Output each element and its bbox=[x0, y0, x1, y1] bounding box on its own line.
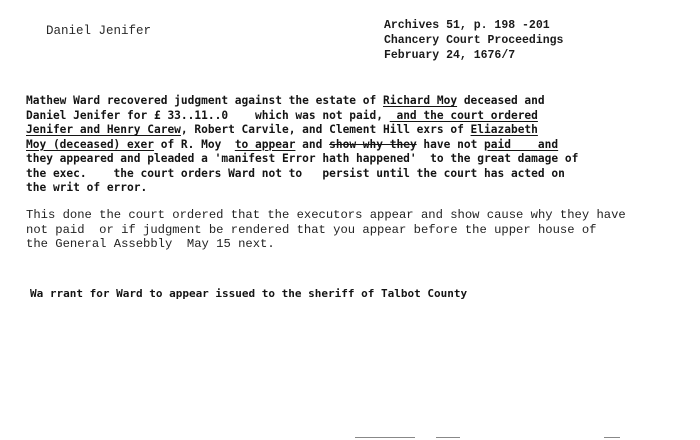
paragraph-line bbox=[26, 94, 676, 109]
text-run: Mathew Ward recovered judgment against the estate of bbox=[26, 94, 383, 107]
paragraph-line bbox=[26, 109, 676, 124]
paragraph-order bbox=[26, 208, 676, 252]
paragraph-line: they appeared and pleaded a 'manifest Error hath happened' to the great damage of bbox=[26, 152, 579, 165]
underlined-text: paid and bbox=[484, 137, 559, 151]
text-run: , Robert Carvile, and Clement Hill exrs of bbox=[180, 123, 471, 136]
paragraph-line: not paid or if judgment be rendered that you appear before the upper house of bbox=[26, 222, 597, 237]
text-run: Daniel Jenifer for £ 33..11..0 which was not paid, bbox=[26, 108, 390, 122]
text-run: and bbox=[295, 137, 330, 151]
paragraph-line: the exec. the court orders Ward not to persist until the court has acted on bbox=[26, 166, 565, 180]
scan-artifact bbox=[604, 437, 620, 438]
underlined-text: Moy (deceased) exer bbox=[26, 137, 154, 151]
struck-text: show why they bbox=[329, 137, 417, 151]
citation-archive: Archives 51, p. 198 -201 bbox=[384, 19, 550, 32]
paragraph-line: the General Assebbly May 15 next. bbox=[26, 237, 275, 251]
paragraph-line: Wa rrant for Ward to appear issued to the sheriff of Talbot County bbox=[30, 287, 468, 300]
paragraph-judgment bbox=[26, 94, 676, 196]
paragraph-line: This done the court ordered that the executors appear and show cause why they have bbox=[26, 208, 626, 222]
scan-artifact bbox=[436, 437, 460, 438]
underlined-text: and the court ordered bbox=[389, 108, 538, 122]
underlined-text: Richard Moy bbox=[382, 94, 458, 107]
text-run: of R. Moy bbox=[153, 137, 235, 151]
citation-court: Chancery Court Proceedings bbox=[384, 34, 564, 47]
paragraph-warrant bbox=[30, 287, 680, 301]
underlined-text: Eliazabeth bbox=[470, 123, 538, 136]
paragraph-line bbox=[26, 123, 676, 138]
text-run: deceased and bbox=[457, 94, 545, 107]
paragraph-line bbox=[26, 138, 676, 153]
citation-date: February 24, 1676/7 bbox=[384, 49, 516, 62]
person-name: Daniel Jenifer bbox=[46, 24, 152, 38]
citation-block bbox=[384, 18, 684, 63]
underlined-text: Jenifer and Henry Carew bbox=[26, 123, 181, 136]
text-run: have not bbox=[416, 137, 485, 151]
underlined-text: to appear bbox=[234, 137, 296, 151]
paragraph-line: the writ of error. bbox=[26, 181, 148, 194]
scan-artifact bbox=[355, 437, 415, 438]
